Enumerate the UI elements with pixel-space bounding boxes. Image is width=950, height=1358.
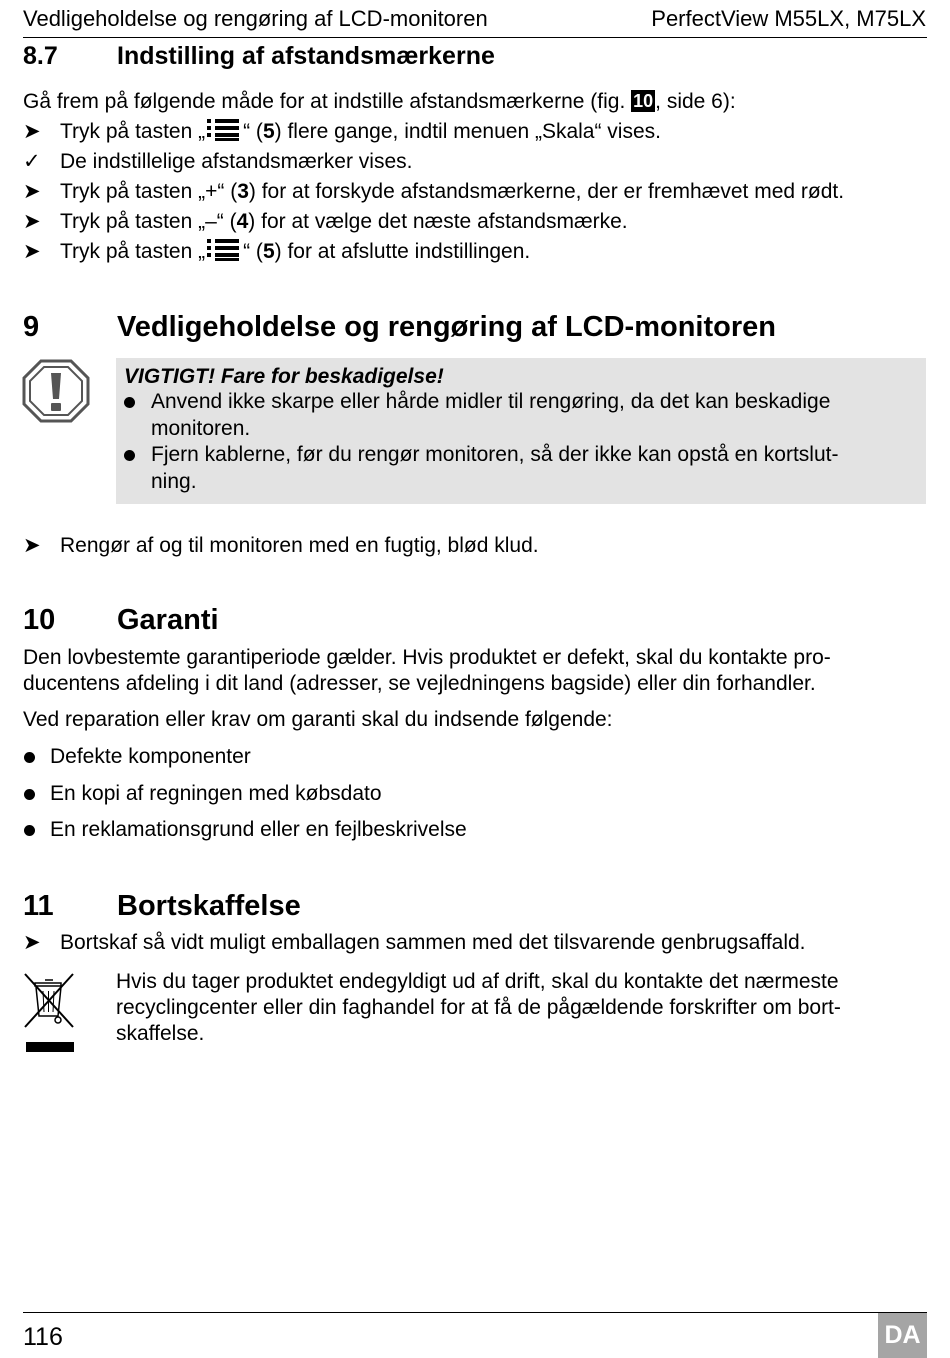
language-tab: DA	[878, 1313, 927, 1358]
crossed-out-wheelie-bin-icon	[22, 969, 78, 1057]
step-text: Rengør af og til monitoren med en fugtig, blød klud.	[60, 534, 539, 557]
menu-button-icon	[207, 238, 241, 262]
arrow-bullet-icon: ➤	[23, 180, 41, 203]
check-mark-icon: ✓	[23, 150, 41, 173]
bullet-dot-icon	[124, 450, 135, 461]
paragraph: Ved reparation eller krav om garanti skal du indsende følgende:	[23, 708, 613, 731]
paragraph-line: Den lovbestemte garantiperiode gælder. Hvis produktet er defekt, skal du kontakte pro-	[23, 646, 831, 669]
step-text: Tryk på tasten „ “ (5) flere gange, indtil menuen „Skala“ vises.	[60, 120, 661, 143]
arrow-bullet-icon: ➤	[23, 210, 41, 233]
bullet-dot-icon	[24, 752, 35, 763]
section-number: 9	[23, 311, 40, 343]
section-number: 8.7	[23, 42, 58, 70]
step-text: Tryk på tasten „–“ (4) for at vælge det næste afstandsmærke.	[60, 210, 628, 233]
step-text: Bortskaf så vidt muligt emballagen sammen med det tilsvarende genbrugsaffald.	[60, 931, 806, 954]
list-item-text: Defekte komponenter	[50, 745, 251, 768]
result-text: De indstillelige afstandsmærker vises.	[60, 150, 413, 173]
instruction-step	[23, 237, 927, 267]
instruction-step	[23, 177, 927, 207]
running-header-product: PerfectView M55LX, M75LX	[651, 6, 926, 31]
header-rule	[23, 37, 927, 38]
warning-exclamation-icon	[22, 359, 90, 423]
arrow-bullet-icon: ➤	[23, 534, 41, 557]
running-header-title: Vedligeholdelse og rengøring af LCD-monitoren	[23, 6, 488, 31]
list-item-text: En kopi af regningen med købsdato	[50, 782, 382, 805]
list-item	[23, 781, 923, 807]
list-item	[23, 744, 923, 770]
list-item-text: En reklamationsgrund eller en fejlbeskrivelse	[50, 818, 467, 841]
warning-text-line: Anvend ikke skarpe eller hårde midler til rengøring, da det kan beskadige	[151, 390, 831, 413]
warning-text-line: ning.	[151, 469, 197, 493]
paragraph-line: recyclingcenter eller din faghandel for at få de pågældende forskrifter om bort-	[116, 996, 841, 1019]
result-line	[23, 147, 927, 177]
warning-text-line: monitoren.	[151, 416, 251, 440]
arrow-bullet-icon: ➤	[23, 931, 41, 954]
section-number: 10	[23, 604, 56, 636]
section-heading-8-7	[23, 41, 923, 71]
warning-bullet	[124, 389, 919, 442]
section-heading-10	[23, 603, 923, 637]
figure-reference-badge: 10	[633, 91, 654, 111]
intro-text-end: , side 6):	[655, 90, 736, 113]
step-text: Tryk på tasten „+“ (3) for at forskyde afstandsmærkerne, der er fremhævet med rødt.	[60, 180, 845, 203]
step-text: Tryk på tasten „ “ (5) for at afslutte indstillingen.	[60, 240, 531, 263]
list-item	[23, 817, 923, 843]
warning-bullet	[124, 442, 919, 495]
instruction-step	[23, 928, 927, 958]
arrow-bullet-icon: ➤	[23, 240, 41, 263]
warning-box	[116, 358, 926, 504]
section-title: Indstilling af afstandsmærkerne	[117, 42, 495, 70]
section-title: Garanti	[117, 604, 219, 636]
intro-text: Gå frem på følgende måde for at indstille afstandsmærkerne (fig.	[23, 90, 626, 113]
warning-text-line: Fjern kablerne, før du rengør monitoren, så der ikke kan opstå en kortslut-	[151, 443, 839, 466]
warning-title: VIGTIGT! Fare for beskadigelse!	[124, 365, 444, 388]
page-number: 116	[23, 1323, 63, 1351]
section-heading-11	[23, 889, 923, 923]
menu-button-icon	[207, 118, 241, 142]
section-number: 11	[23, 890, 54, 922]
bullet-dot-icon	[24, 825, 35, 836]
instruction-step	[23, 117, 927, 147]
bullet-dot-icon	[124, 397, 135, 408]
paragraph-line: ducentens afdeling i dit land (adresser, se vejledningens bagside) eller din forhandler.	[23, 672, 816, 695]
paragraph-line: Hvis du tager produktet endegyldigt ud af drift, skal du kontakte det nærmeste	[116, 970, 839, 993]
instruction-step	[23, 207, 927, 237]
paragraph-line: skaffelse.	[116, 1022, 205, 1045]
section-title: Vedligeholdelse og rengøring af LCD-monitoren	[117, 311, 776, 343]
arrow-bullet-icon: ➤	[23, 120, 41, 143]
footer-rule	[23, 1312, 927, 1313]
bullet-dot-icon	[24, 789, 35, 800]
section-title: Bortskaffelse	[117, 890, 301, 922]
instruction-step	[23, 531, 927, 561]
intro-paragraph	[23, 89, 736, 115]
section-heading-9	[23, 310, 923, 344]
